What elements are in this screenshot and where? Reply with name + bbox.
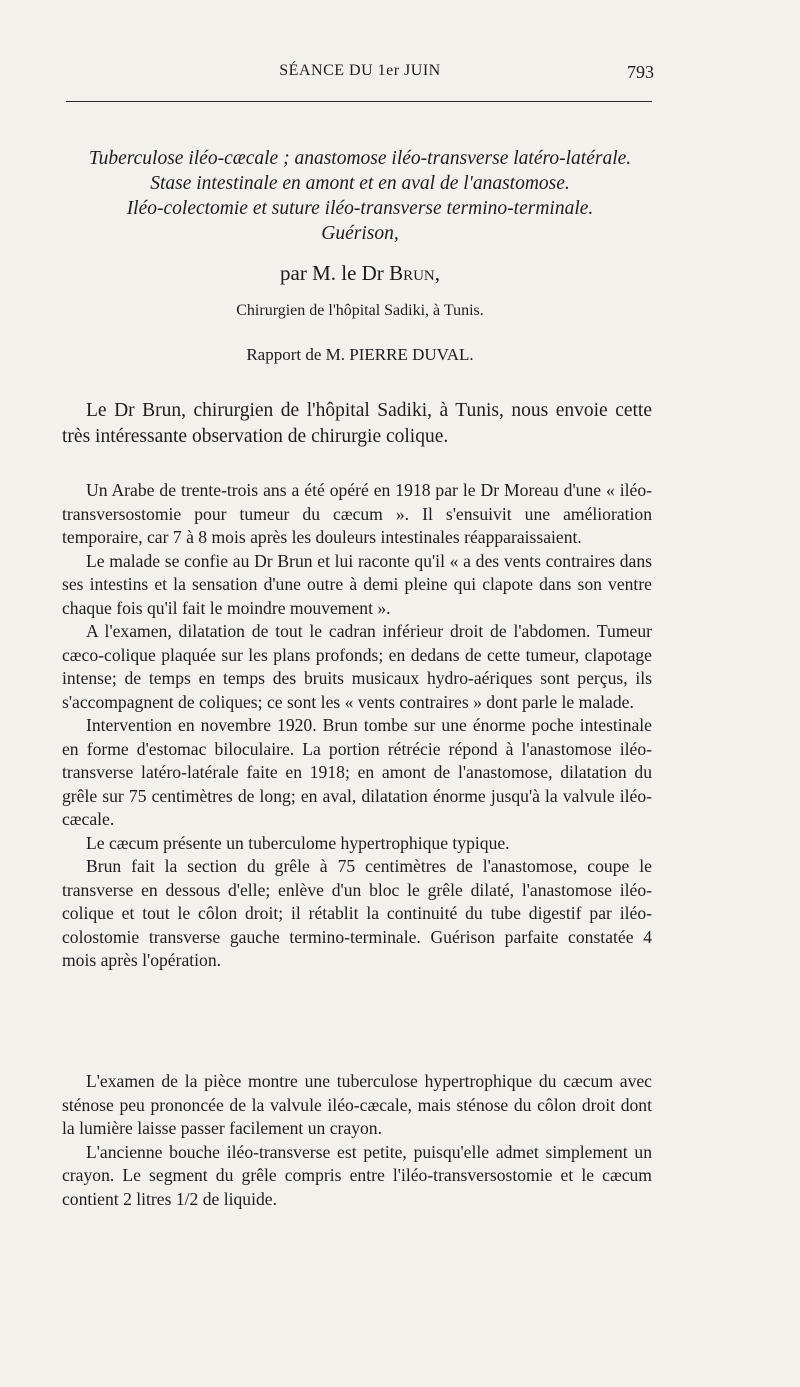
running-head [66,62,654,88]
case-report-section [62,479,652,973]
paragraph: Le malade se confie au Dr Brun et lui raconte qu'il « a des vents contraires dans ses intestins et la sensation d'une outre à demi pleine qui clapote dans son ventre chaque fois qu'il fait le moindre mouvement ». [62,550,652,618]
intro-paragraph [62,398,652,450]
author-prefix: par M. le Dr [280,261,390,285]
author-line [50,261,670,286]
paragraph: L'ancienne bouche iléo-transverse est petite, puisqu'elle admet simplement un crayon. Le segment du grêle compris entre l'iléo-transversostomie et le cæcum contient 2 litres 1/2 de liquide. [62,1141,652,1209]
header-rule [66,101,652,102]
article-title [50,146,670,246]
author-name: Brun, [389,261,440,285]
specimen-examination-section [62,1070,652,1211]
running-head-title: SÉANCE DU 1er JUIN [279,62,441,79]
author-affiliation: Chirurgien de l'hôpital Sadiki, à Tunis. [236,302,484,319]
paragraph: Un Arabe de trente-trois ans a été opéré en 1918 par le Dr Moreau d'une « iléo-transversostomie pour tumeur du cæcum ». Il s'ensuivit une amélioration temporaire, car 7 à 8 mois après les douleurs intestinales réapparaissaient. [62,480,652,547]
paragraph: L'examen de la pièce montre une tuberculose hypertrophique du cæcum avec sténose peu prononcée de la valvule iléo-cæcale, mais sténose du côlon droit dont la lumière laisse passer facilement un crayon. [62,1071,652,1138]
rapport-line: Rapport de M. PIERRE DUVAL. [246,345,474,364]
title-line: Guérison, [321,223,399,244]
title-line: Tuberculose iléo-cæcale ; anastomose iléo-transverse latéro-latérale. [88,148,632,169]
title-line: Iléo-colectomie et suture iléo-transverse termino-terminale. [126,198,594,219]
page-number: 793 [627,62,654,82]
paragraph: Intervention en novembre 1920. Brun tombe sur une énorme poche intestinale en forme d'estomac biloculaire. La portion rétrécie répond à l'anastomose iléo-transverse latéro-latérale faite en 1918; en amont de l'anastomose, dilatation du grêle sur 75 centimètres de long; en aval, dilatation énorme jusqu'à la valvule iléo-cæcale. [62,715,652,829]
paragraph: Brun fait la section du grêle à 75 centimètres de l'anastomose, coupe le transverse en dessous d'elle; enlève d'un bloc le grêle dilaté, l'anastomose iléo-colique et tout le côlon droit; il rétablit la continuité du tube digestif par iléo-colostomie transverse gauche termino-terminale. Guérison parfaite constatée 4 mois après l'opération. [62,856,652,970]
paragraph: Le cæcum présente un tuberculome hypertrophique typique. [86,832,510,853]
title-line: Stase intestinale en amont et en aval de l'anastomose. [150,173,570,194]
paragraph: A l'examen, dilatation de tout le cadran inférieur droit de l'abdomen. Tumeur cæco-colique plaquée sur les plans profonds; en dedans de cette tumeur, clapotage intense; de temps en temps des bruits musicaux hydro-aériques sont perçus, ils s'accompagnent de coliques; ce sont les « vents contraires » dont parle le malade. [62,621,652,712]
paragraph: Le Dr Brun, chirurgien de l'hôpital Sadiki, à Tunis, nous envoie cette très intéressante observation de chirurgie colique. [62,400,652,447]
